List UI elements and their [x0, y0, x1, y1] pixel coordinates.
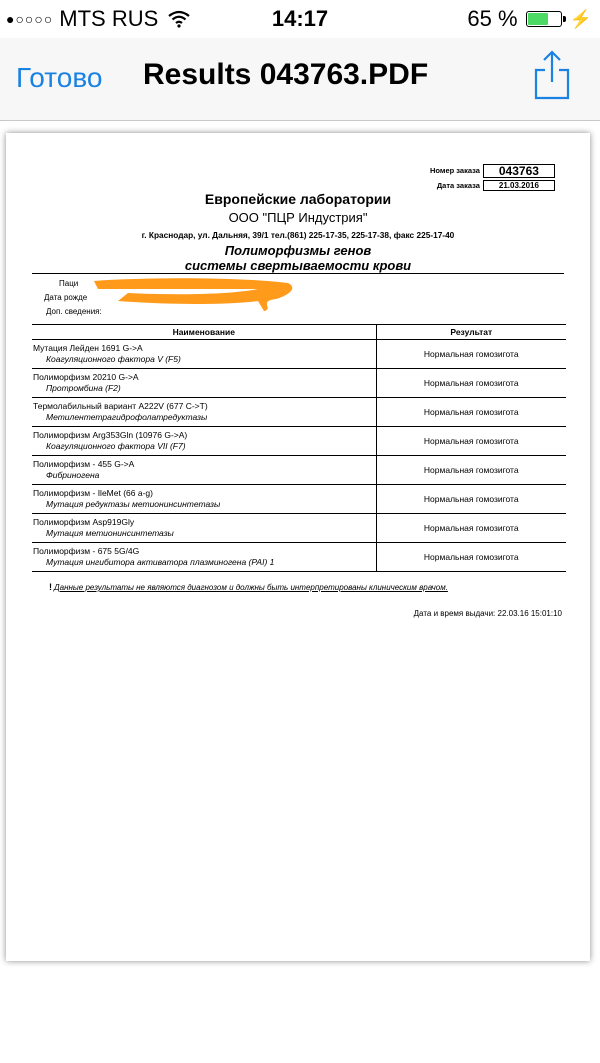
- order-number-label: Номер заказа: [430, 166, 480, 175]
- test-subname: Фибриногена: [46, 470, 100, 480]
- column-header-name: Наименование: [32, 325, 376, 340]
- divider: [32, 273, 564, 274]
- document-viewer[interactable]: [0, 121, 600, 1063]
- test-name: Полиморфизм Arg353Gln (10976 G->A): [33, 430, 188, 440]
- test-name-cell: [32, 456, 376, 485]
- disclaimer: Данные результаты не являются диагнозом и должны быть интерпретированы клиническим врачом.: [54, 583, 448, 592]
- table-row: [32, 398, 566, 427]
- test-result: Нормальная гомозигота: [376, 514, 566, 543]
- signal-strength-icon: ●○○○○: [6, 11, 54, 27]
- lab-name: Европейские лаборатории: [204, 191, 392, 207]
- patient-label: Паци: [59, 279, 79, 288]
- test-name: Полиморфизм - 675 5G/4G: [33, 546, 140, 556]
- carrier-name: MTS RUS: [59, 6, 159, 31]
- test-result: Нормальная гомозигота: [376, 485, 566, 514]
- test-result: Нормальная гомозигота: [376, 543, 566, 572]
- table-row: [32, 369, 566, 398]
- lab-organization: ООО "ПЦР Индустрия": [228, 210, 368, 225]
- test-subname: Метилентетрагидрофолатредуктазы: [46, 412, 208, 422]
- test-result: Нормальная гомозигота: [376, 456, 566, 485]
- table-row: [32, 427, 566, 456]
- test-name-cell: [32, 485, 376, 514]
- test-name: Полиморфизм - IleMet (66 a-g): [33, 488, 153, 498]
- test-result: Нормальная гомозигота: [376, 398, 566, 427]
- lab-address: г. Краснодар, ул. Дальняя, 39/1 тел.(861) 225-17-35, 225-17-38, факс 225-17-40: [141, 230, 455, 240]
- order-date-label: Дата заказа: [436, 181, 480, 190]
- test-title-line2: системы свертываемости крови: [184, 258, 412, 273]
- test-result: Нормальная гомозигота: [376, 369, 566, 398]
- disclaimer-mark: !: [49, 582, 52, 592]
- table-row: [32, 543, 566, 572]
- test-name: Полиморфизм Asp919Gly: [33, 517, 135, 527]
- test-result: Нормальная гомозигота: [376, 427, 566, 456]
- charging-icon: ⚡: [569, 8, 592, 29]
- document-title: Results 043763.PDF: [143, 58, 429, 91]
- birthdate-label: Дата рожде: [44, 293, 88, 302]
- extra-info-label: Доп. сведения:: [46, 307, 102, 316]
- test-name: Мутация Лейден 1691 G->A: [33, 343, 143, 353]
- table-row: [32, 485, 566, 514]
- status-bar: [0, 0, 600, 38]
- test-subname: Мутация метионинсинтетазы: [46, 528, 174, 538]
- test-subname: Коагуляционного фактора VII (F7): [46, 441, 186, 451]
- test-result: Нормальная гомозигота: [376, 340, 566, 369]
- battery-icon: [526, 11, 562, 27]
- order-info: [430, 163, 555, 193]
- test-name-cell: [32, 514, 376, 543]
- test-subname: Мутация ингибитора активатора плазминогена (PAI) 1: [46, 557, 275, 567]
- table-row: [32, 456, 566, 485]
- test-name-cell: [32, 340, 376, 369]
- share-icon: [532, 50, 572, 100]
- pdf-page: [6, 133, 590, 961]
- results-table: [32, 324, 566, 572]
- test-name-cell: [32, 398, 376, 427]
- table-row: [32, 514, 566, 543]
- test-title-line1: Полиморфизмы генов: [224, 243, 372, 258]
- order-date: 21.03.2016: [483, 180, 555, 191]
- test-subname: Протромбина (F2): [46, 383, 121, 393]
- done-button[interactable]: Готово: [16, 62, 103, 93]
- redaction-scribble: [88, 275, 298, 315]
- battery-percent: 65 %: [467, 6, 518, 31]
- test-name-cell: [32, 369, 376, 398]
- test-name-cell: [32, 427, 376, 456]
- issue-datetime: Дата и время выдачи: 22.03.16 15:01:10: [413, 609, 562, 618]
- share-button[interactable]: [532, 50, 572, 100]
- column-header-result: Результат: [376, 325, 566, 340]
- battery-fill: [528, 13, 549, 25]
- test-name: Полиморфизм 20210 G->A: [33, 372, 139, 382]
- test-name: Термолабильный вариант A222V (677 C->T): [33, 401, 208, 411]
- navigation-bar: [0, 38, 600, 121]
- order-number: 043763: [483, 164, 555, 178]
- table-row: [32, 340, 566, 369]
- test-subname: Коагуляционного фактора V (F5): [46, 354, 181, 364]
- test-name: Полиморфизм - 455 G->A: [33, 459, 135, 469]
- test-subname: Мутация редуктазы метионинсинтетазы: [46, 499, 221, 509]
- table-header-row: [32, 325, 566, 340]
- test-name-cell: [32, 543, 376, 572]
- clock: 14:17: [271, 6, 329, 31]
- battery-group: [467, 6, 592, 32]
